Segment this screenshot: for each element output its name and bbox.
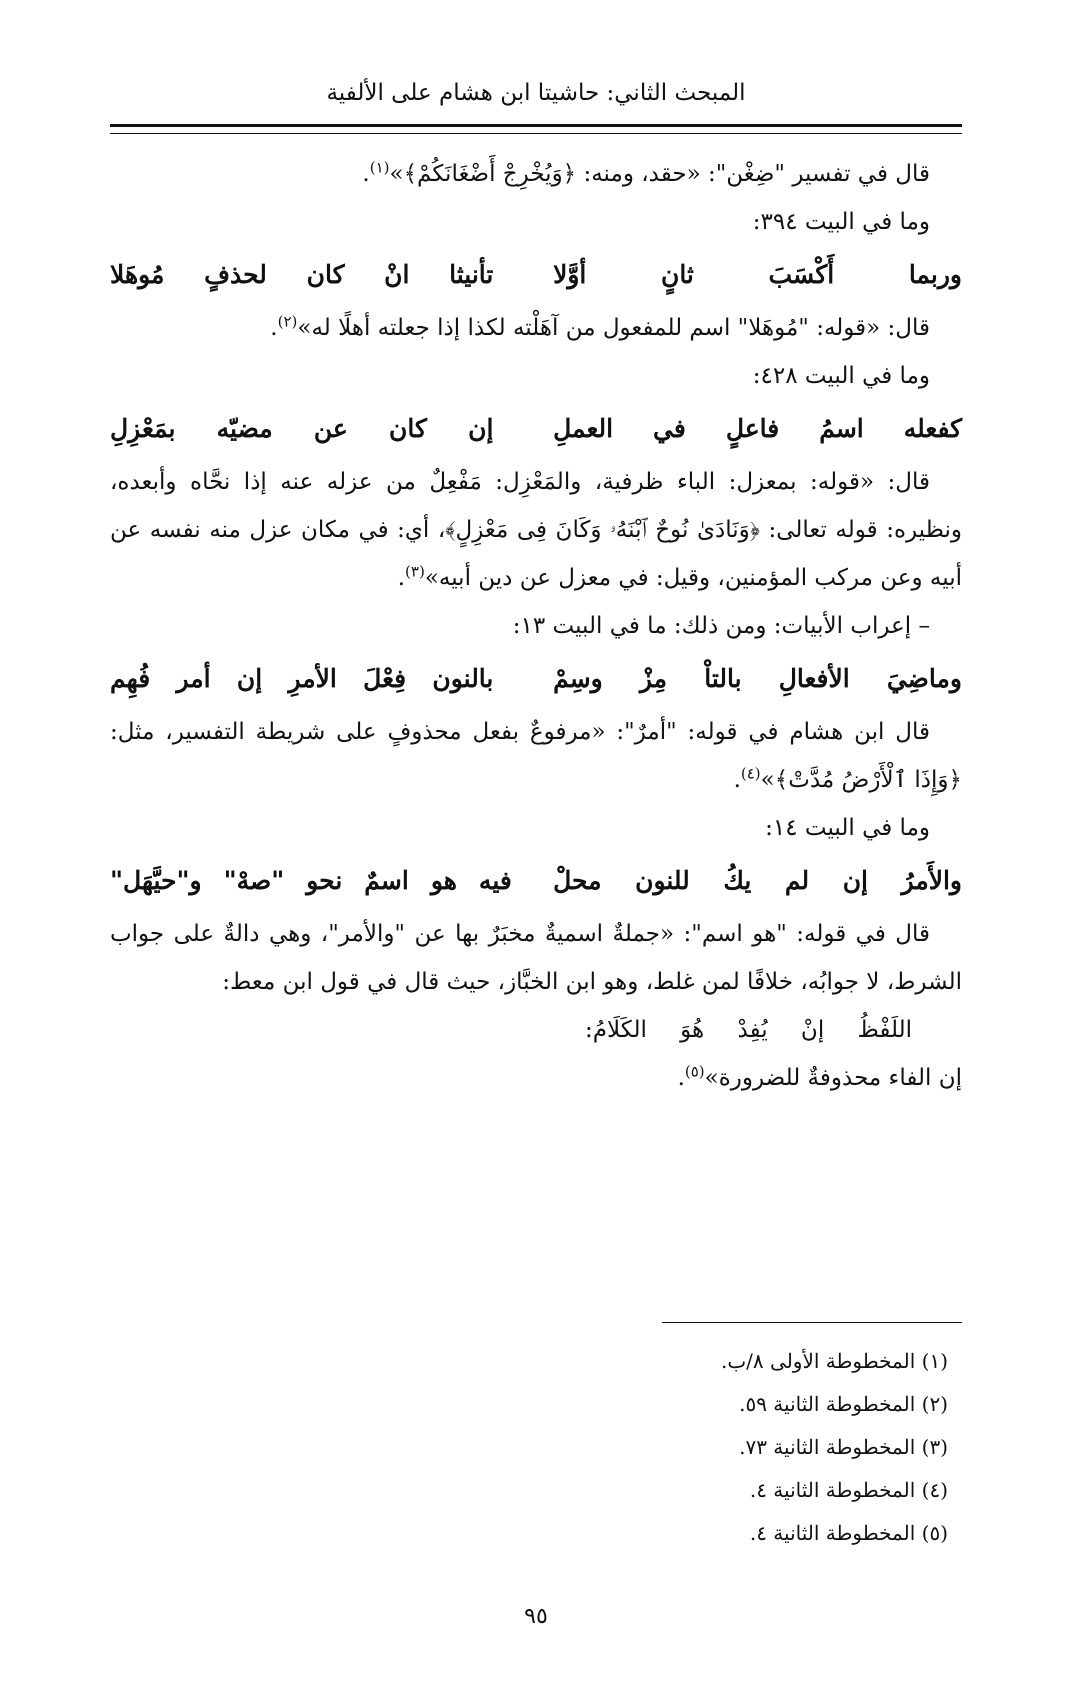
header-rule-thin bbox=[110, 133, 962, 134]
footnote-ref: (٤) bbox=[740, 764, 761, 783]
paragraph: وما في البيت ٣٩٤: bbox=[752, 209, 930, 235]
paragraph bbox=[110, 150, 962, 198]
verse-second-hemistich bbox=[110, 400, 493, 458]
verse-word: فِعْلَ bbox=[363, 664, 407, 693]
verse-word: العملِ bbox=[553, 414, 614, 443]
verse-word: اسمٌ bbox=[364, 866, 409, 895]
verse-word: بالتاْ bbox=[704, 664, 742, 693]
verse-line bbox=[110, 246, 962, 304]
verse-word: مضيّه bbox=[216, 414, 273, 443]
verse-word: انْ bbox=[384, 260, 410, 289]
verse-line bbox=[110, 400, 962, 458]
footnote: (٥) المخطوطة الثانية ٤. bbox=[749, 1521, 948, 1545]
verse-word: إن bbox=[842, 866, 868, 895]
paragraph bbox=[110, 304, 962, 352]
paragraph: وما في البيت ١٤: bbox=[765, 815, 930, 841]
footnotes bbox=[110, 1340, 962, 1555]
verse-word: يُفِدْ bbox=[737, 1017, 768, 1043]
verse-word: فاعلٍ bbox=[725, 414, 780, 443]
verse-word: اللَفْظُ bbox=[857, 1017, 912, 1043]
verse-word: في bbox=[653, 414, 686, 443]
footnote: (٢) المخطوطة الثانية ٥٩. bbox=[739, 1392, 948, 1416]
paragraph-text: قال: «قوله: بمعزل: الباء ظرفية، والمَعْزِل: مَفْعِلٌ من عزله عنه إذا نحَّاه وأبعده، ونظيره: قوله تعالى: ﴿وَنَادَىٰ نُوحٌ ٱبْنَهُۥ وَكَانَ فِى مَعْزِلٍ﴾، أي: في مكان عزل منه نفسه عن أبيه وعن مركب المؤمنين، وقيل: في معزل عن دين أبيه» bbox=[110, 469, 962, 591]
verse-word: ثانٍ bbox=[660, 260, 694, 289]
verse-first-hemistich bbox=[553, 246, 962, 304]
verse-word: هو bbox=[430, 866, 457, 895]
paragraph: – إعراب الأبيات: ومن ذلك: ما في البيت ١٣: bbox=[512, 613, 930, 639]
verse-word: وسِمْ bbox=[553, 664, 603, 693]
verse-word: يكُ bbox=[723, 866, 752, 895]
verse-word: عن bbox=[313, 414, 348, 443]
verse-first-hemistich bbox=[553, 852, 962, 910]
paragraph-text: إن الفاء محذوفةٌ للضرورة» bbox=[704, 1065, 962, 1091]
running-header: المبحث الثاني: حاشيتا ابن هشام على الألفية bbox=[326, 80, 746, 106]
footnote: (١) المخطوطة الأولى ٨/ب. bbox=[720, 1349, 948, 1373]
paragraph-text: قال: «قوله: "مُوهَلا" اسم للمفعول من آهَلْته لكذا إذا جعلته أهلًا له» bbox=[297, 315, 930, 341]
verse-word: لم bbox=[784, 866, 810, 895]
verse-word: فُهِم bbox=[110, 664, 151, 693]
verse-word: تأنيثا bbox=[449, 260, 494, 289]
punctuation: . bbox=[733, 767, 741, 793]
verse-word: فيه bbox=[478, 866, 512, 895]
verse-word: لحذفٍ bbox=[204, 260, 267, 289]
verse-word: الأفعالِ bbox=[778, 664, 850, 693]
footnote-ref: (٥) bbox=[684, 1062, 705, 1081]
paragraph: قال في قوله: "هو اسم": «جملةٌ اسميةٌ مخبَرٌ بها عن "والأمر"، وهي دالةٌ على جواب الشرط، لا جوابُه، خلافًا لمن غلط، وهو ابن الخبَّاز، حيث قال في قول ابن معط: bbox=[110, 921, 962, 995]
header-rule-thick bbox=[110, 124, 962, 127]
verse-word: أَكْسَبَ bbox=[768, 260, 835, 289]
verse-line bbox=[110, 852, 962, 910]
verse-word: أمر bbox=[176, 664, 211, 693]
punctuation: . bbox=[270, 315, 278, 341]
verse-word: الكَلَامُ: bbox=[585, 1017, 647, 1043]
footnote-ref: (٢) bbox=[277, 312, 298, 331]
page-number: ٩٥ bbox=[524, 1604, 548, 1629]
main-text bbox=[110, 150, 962, 1102]
verse-word: بالنون bbox=[432, 664, 494, 693]
punctuation: . bbox=[397, 565, 406, 591]
verse-second-hemistich bbox=[110, 246, 493, 304]
verse-word: بمَعْزِلِ bbox=[110, 414, 176, 443]
verse-word: الأمرِ bbox=[288, 664, 337, 693]
verse-word: للنون bbox=[635, 866, 690, 895]
verse-word: محلْ bbox=[553, 866, 602, 895]
verse-first-hemistich bbox=[553, 400, 962, 458]
punctuation: . bbox=[362, 161, 370, 187]
verse-word: اسمُ bbox=[819, 414, 864, 443]
verse-word: مِزْ bbox=[639, 664, 668, 693]
verse-second-hemistich bbox=[110, 650, 493, 708]
verse-word: كان bbox=[389, 414, 427, 443]
verse-word: أوَّلا bbox=[553, 260, 587, 289]
footnote-separator bbox=[662, 1322, 962, 1323]
paragraph-text: قال ابن هشام في قوله: "أمرٌ": «مرفوعٌ بفعل محذوفٍ على شريطة التفسير، مثل: ﴿وَإِذَا ٱلْأَرْضُ مُدَّتْ﴾» bbox=[110, 719, 962, 793]
verse-word: وماضِيَ bbox=[886, 664, 962, 693]
verse-word: كفعله bbox=[903, 414, 962, 443]
paragraph bbox=[110, 1054, 962, 1102]
paragraph bbox=[110, 458, 962, 602]
verse-second-hemistich bbox=[110, 852, 512, 910]
verse-word: إنْ bbox=[800, 1017, 825, 1043]
paragraph bbox=[110, 708, 962, 804]
verse-word: و"حيَّهَل" bbox=[110, 866, 202, 895]
verse-word: نحو bbox=[306, 866, 343, 895]
quoted-verse bbox=[110, 1006, 962, 1054]
footnote-ref: (٣) bbox=[405, 562, 425, 581]
verse-word: كان bbox=[306, 260, 345, 289]
verse-word: "صهْ" bbox=[223, 866, 285, 895]
punctuation: . bbox=[677, 1065, 685, 1091]
paragraph-text: قال في تفسير "ضِغْن": «حقد، ومنه: ﴿وَيُخْرِجْ أَضْغَانَكُمْ﴾» bbox=[389, 161, 930, 187]
verse-line bbox=[110, 650, 962, 708]
verse-first-hemistich bbox=[553, 650, 962, 708]
verse-word: مُوهَلا bbox=[110, 260, 165, 289]
paragraph: وما في البيت ٤٢٨: bbox=[752, 363, 930, 389]
footnote-ref: (١) bbox=[369, 158, 390, 177]
verse-word: إن bbox=[236, 664, 263, 693]
footnote: (٣) المخطوطة الثانية ٧٣. bbox=[739, 1435, 948, 1459]
verse-word: هُوَ bbox=[680, 1017, 705, 1043]
verse-word: وربما bbox=[908, 260, 962, 289]
footnote: (٤) المخطوطة الثانية ٤. bbox=[749, 1478, 948, 1502]
verse-word: إن bbox=[468, 414, 494, 443]
verse-word: والأَمرُ bbox=[901, 866, 962, 895]
